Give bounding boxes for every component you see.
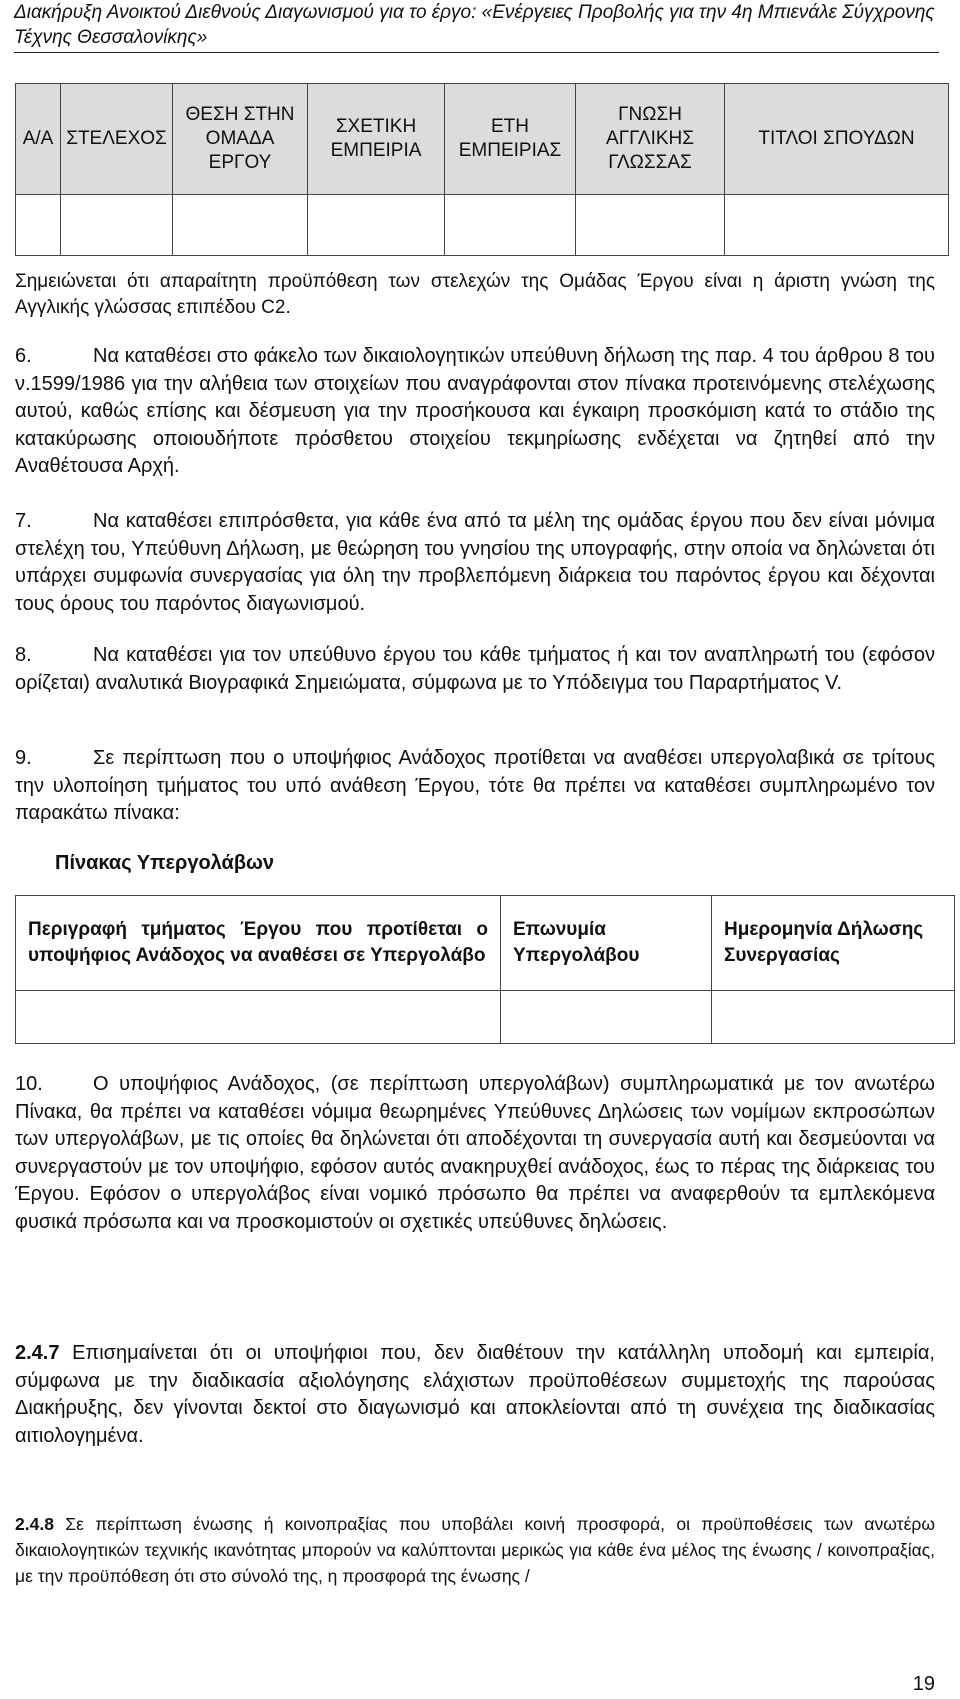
item-number: 8. (15, 644, 32, 666)
col-gnosi-agglikis: ΓΝΩΣΗ ΑΓΓΛΙΚΗΣ ΓΛΩΣΣΑΣ (576, 84, 725, 195)
staff-table (15, 83, 949, 256)
col-stelexos: ΣΤΕΛΕΧΟΣ (61, 84, 173, 195)
item-number: 9. (15, 747, 32, 769)
item-10 (15, 1071, 935, 1236)
page-number: 19 (912, 1673, 935, 1695)
item-number: 10. (15, 1073, 43, 1095)
col-perigrafi: Περιγραφή τμήματος Έργου που προτίθεται ο υποψήφιος Ανάδοχος να αναθέσει σε Υπεργολάβο (16, 896, 501, 991)
item-number: 6. (15, 345, 32, 367)
item-number: 7. (15, 510, 32, 532)
staff-table-header-row (16, 84, 949, 195)
section-number: 2.4.8 (15, 1514, 54, 1534)
col-imerominia: Ημερομηνία Δήλωσης Συνεργασίας (712, 896, 955, 991)
empty-cell (16, 195, 61, 256)
item-text: Να καταθέσει επιπρόσθετα, για κάθε ένα από τα μέλη της ομάδας έργου που δεν είναι μόνιμα στελέχη του, Υπεύθυνη Δήλωση, με θεώρηση του γνησίου της υπογραφής, στην οποία να δηλώνεται ότι υπάρχει συμφωνία συνεργασίας για όλη την προβλεπόμενη διάρκεια του παρόντος έργου και δέχονται τους όρους του παρόντος διαγωνισμού. (15, 510, 935, 615)
document-header: Διακήρυξη Ανοικτού Διεθνούς Διαγωνισμού για το έργο: «Ενέργειες Προβολής για την 4η Μπιενάλε Σύγχρονης Τέχνης Θεσσαλονίκης» (14, 0, 939, 53)
empty-cell (61, 195, 173, 256)
col-thesi: ΘΕΣΗ ΣΤΗΝ ΟΜΑΔΑ ΕΡΓΟΥ (173, 84, 308, 195)
section-text: Επισημαίνεται ότι οι υποψήφιοι που, δεν διαθέτουν την κατάλληλη υποδομή και εμπειρία, σύμφωνα με την διαδικασία αξιολόγησης ελάχιστων προϋποθέσεων συμμετοχής της παρούσας Διακήρυξης, δεν γίνονται δεκτοί στο διαγωνισμό και αποκλείονται από τη συνέχεια της διαδικασίας αιτιολογημένα. (15, 1342, 935, 1447)
item-9 (15, 745, 935, 828)
empty-cell (712, 991, 955, 1044)
subcontractor-table-empty-row (16, 991, 955, 1044)
col-aa: Α/Α (16, 84, 61, 195)
col-eti-empeirias: ΕΤΗ ΕΜΠΕΙΡΙΑΣ (445, 84, 576, 195)
empty-cell (173, 195, 308, 256)
empty-cell (576, 195, 725, 256)
section-2-4-8 (15, 1511, 935, 1589)
section-text: Σε περίπτωση ένωσης ή κοινοπραξίας που υποβάλει κοινή προσφορά, οι προϋποθέσεις των ανωτέρω δικαιολογητικών τεχνικής ικανότητας μπορούν να καλύπτονται μερικώς για κάθε ένα μέλος της ένωσης / κοινοπραξίας, με την προϋπόθεση ότι στο σύνολό της, η προσφορά της ένωσης / (15, 1514, 935, 1586)
item-text: Σε περίπτωση που ο υποψήφιος Ανάδοχος προτίθεται να αναθέσει υπεργολαβικά σε τρίτους την υλοποίηση τμήματος του υπό ανάθεση Έργου, τότε θα πρέπει να καταθέσει συμπληρωμένο τον παρακάτω πίνακα: (15, 747, 935, 824)
section-number: 2.4.7 (15, 1342, 60, 1364)
item-text: Να καταθέσει στο φάκελο των δικαιολογητικών υπεύθυνη δήλωση της παρ. 4 του άρθρου 8 του ν.1599/1986 για την αλήθεια των στοιχείων που αναγράφονται στον πίνακα προτεινόμενης στελέχωσης αυτού, καθώς επίσης και δέσμευση για την προσήκουσα και έγκαιρη προσκόμιση κατά το στάδιο της κατακύρωσης οποιουδήποτε πρόσθετου στοιχείου τεκμηρίωσης ενδέχεται να ζητηθεί από την Αναθέτουσα Αρχή. (15, 345, 935, 477)
col-eponymia: Επωνυμία Υπεργολάβου (501, 896, 712, 991)
staff-table-empty-row (16, 195, 949, 256)
subcontractor-table (15, 895, 955, 1044)
empty-cell (16, 991, 501, 1044)
item-text: Να καταθέσει για τον υπεύθυνο έργου του κάθε τμήματος ή και τον αναπληρωτή του (εφόσον ορίζεται) αναλυτικά Βιογραφικά Σημειώματα, σύμφωνα με το Υπόδειγμα του Παραρτήματος V. (15, 644, 935, 694)
empty-cell (308, 195, 445, 256)
subcontractor-table-header-row (16, 896, 955, 991)
empty-cell (501, 991, 712, 1044)
item-6 (15, 343, 935, 481)
note-paragraph: Σημειώνεται ότι απαραίτητη προϋπόθεση των στελεχών της Ομάδας Έργου είναι η άριστη γνώση της Αγγλικής γλώσσας επιπέδου C2. (15, 271, 935, 318)
col-titloi-spoudon: ΤΙΤΛΟΙ ΣΠΟΥΔΩΝ (725, 84, 949, 195)
item-text: Ο υποψήφιος Ανάδοχος, (σε περίπτωση υπεργολάβων) συμπληρωματικά με τον ανωτέρω Πίνακα, θα πρέπει να καταθέσει νόμιμα θεωρημένες Υπεύθυνες Δηλώσεις των νομίμων εκπροσώπων των υπεργολάβων, με τις οποίες θα δηλώνεται ότι αποδέχονται τη συνεργασία αυτή και δεσμεύονται να συνεργαστούν με τον υποψήφιο, εφόσον αυτός ανακηρυχθεί ανάδοχος, έως το πέρας της διάρκειας του Έργου. Εφόσον ο υπεργολάβος είναι νομικό πρόσωπο θα πρέπει να αναφερθούν τα εμπλεκόμενα φυσικά πρόσωπα και να προσκομιστούν οι σχετικές υπεύθυνες δηλώσεις. (15, 1073, 935, 1233)
subcontractor-table-title: Πίνακας Υπεργολάβων (55, 852, 275, 874)
section-2-4-7 (15, 1340, 935, 1450)
item-7 (15, 508, 935, 618)
col-sxetiki-empeiria: ΣΧΕΤΙΚΗ ΕΜΠΕΙΡΙΑ (308, 84, 445, 195)
empty-cell (725, 195, 949, 256)
item-8 (15, 642, 935, 697)
empty-cell (445, 195, 576, 256)
